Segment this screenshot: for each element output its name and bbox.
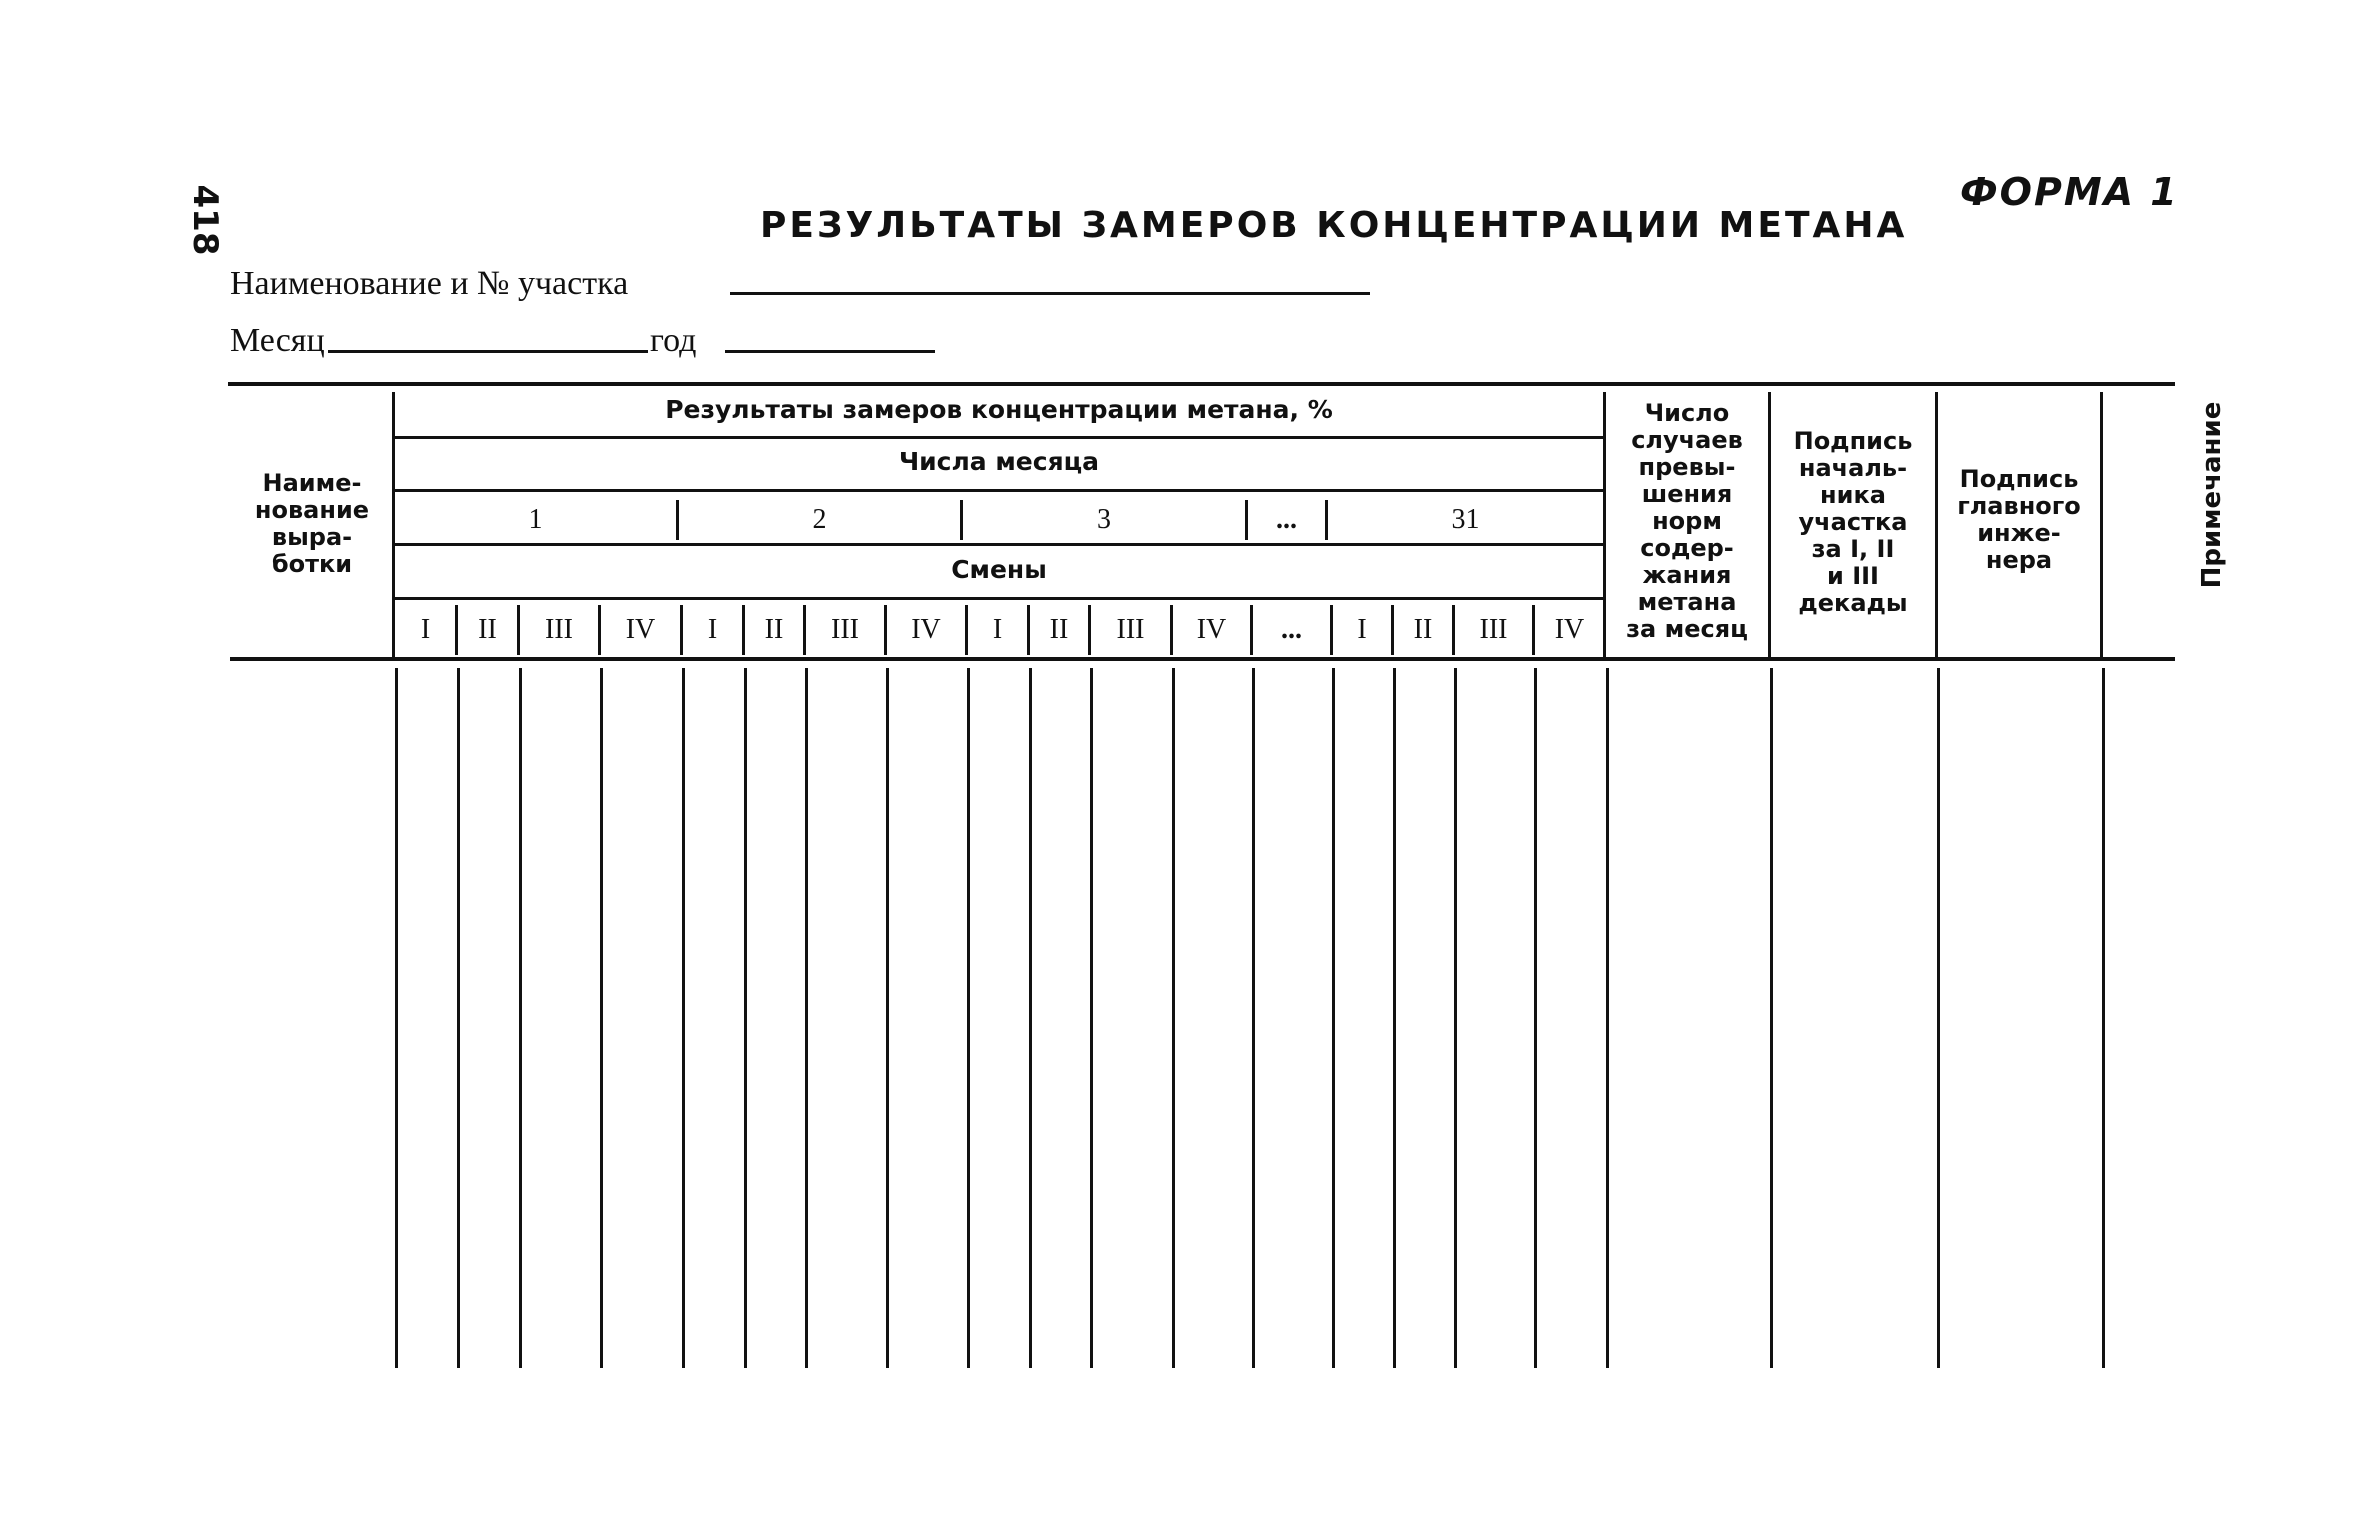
shift-label-9: I	[992, 614, 1003, 645]
body-column-line-15	[1393, 668, 1396, 1368]
shift-label-13: ...	[1281, 614, 1302, 645]
shift-divider-7	[884, 605, 887, 655]
form-label: ФОРМА 1	[1960, 170, 2179, 214]
table-top-rule	[228, 382, 2175, 386]
shift-divider-3	[598, 605, 601, 655]
body-column-line-20	[1937, 668, 1940, 1368]
shift-divider-5	[742, 605, 745, 655]
shift-label-17: IV	[1554, 614, 1585, 645]
body-column-line-6	[744, 668, 747, 1368]
day-label-1: 1	[528, 504, 543, 535]
shift-label-12: IV	[1196, 614, 1227, 645]
year-field-label: год	[650, 322, 697, 359]
page-number: 418	[185, 184, 225, 256]
shift-label-11: III	[1116, 614, 1145, 645]
days-header: Числа месяца	[898, 447, 1100, 476]
col-divider-engineer-end	[2100, 392, 2103, 658]
body-column-line-16	[1454, 668, 1457, 1368]
body-column-line-10	[1029, 668, 1032, 1368]
body-column-line-3	[519, 668, 522, 1368]
day-label-ellipsis: ...	[1276, 504, 1297, 535]
col-note-header: Примечание	[2197, 401, 2227, 589]
body-column-line-13	[1252, 668, 1255, 1368]
year-field-blank[interactable]	[725, 350, 935, 353]
shift-label-2: II	[478, 614, 497, 645]
col-divider-exceed-end	[1768, 392, 1771, 658]
shift-label-16: III	[1479, 614, 1508, 645]
shift-label-6: II	[764, 614, 784, 645]
body-column-line-21	[2102, 668, 2105, 1368]
body-column-line-12	[1172, 668, 1175, 1368]
days-row-underline	[393, 543, 1603, 546]
shift-divider-9	[1027, 605, 1030, 655]
shift-divider-6	[803, 605, 806, 655]
shifts-header: Смены	[951, 555, 1047, 584]
shift-label-4: IV	[625, 614, 656, 645]
table-header-bottom-rule	[230, 657, 2175, 661]
col-divider-chief-section-end	[1935, 392, 1938, 658]
shift-divider-2	[517, 605, 520, 655]
day-label-2: 2	[812, 504, 827, 535]
shifts-header-underline	[393, 597, 1603, 600]
document-title: РЕЗУЛЬТАТЫ ЗАМЕРОВ КОНЦЕНТРАЦИИ МЕТАНА	[760, 205, 1908, 246]
col-name-header: Наиме- нование выра- ботки	[254, 469, 370, 578]
shift-label-15: II	[1413, 614, 1433, 645]
col-chief-engineer-header: Подпись главного инже- нера	[1957, 465, 2081, 574]
shift-divider-16	[1532, 605, 1535, 655]
shift-divider-8	[965, 605, 968, 655]
body-column-line-4	[600, 668, 603, 1368]
shift-label-3: III	[545, 614, 573, 645]
shift-divider-10	[1088, 605, 1091, 655]
col-chief-section-header: Подпись началь- ника участка за I, II и III декады	[1793, 427, 1913, 617]
body-column-line-2	[457, 668, 460, 1368]
section-field-label: Наименование и № участка	[230, 265, 629, 302]
month-field-label: Месяц	[230, 322, 325, 359]
body-column-line-11	[1090, 668, 1093, 1368]
body-column-line-8	[886, 668, 889, 1368]
body-column-line-14	[1332, 668, 1335, 1368]
days-header-underline	[393, 489, 1603, 492]
shift-label-7: III	[831, 614, 859, 645]
shift-divider-12	[1250, 605, 1253, 655]
day-label-31: 31	[1451, 504, 1480, 535]
col-exceed-header: Число случаев превы- шения норм содер- жания метана за месяц	[1626, 399, 1748, 643]
body-column-line-1	[395, 668, 398, 1368]
results-header: Результаты замеров концентрации метана, %	[665, 395, 1333, 424]
shift-label-1: I	[420, 614, 431, 645]
body-column-line-9	[967, 668, 970, 1368]
shift-divider-4	[680, 605, 683, 655]
shift-divider-11	[1170, 605, 1173, 655]
shift-label-14: I	[1357, 614, 1367, 645]
shift-divider-13	[1330, 605, 1333, 655]
month-field-blank[interactable]	[328, 350, 648, 353]
body-column-line-5	[682, 668, 685, 1368]
shift-divider-14	[1391, 605, 1394, 655]
shift-label-5: I	[707, 614, 718, 645]
shift-label-8: IV	[911, 614, 941, 645]
shift-divider-15	[1452, 605, 1455, 655]
shift-label-10: II	[1049, 614, 1069, 645]
results-header-underline	[393, 436, 1603, 439]
shift-divider-1	[455, 605, 458, 655]
body-column-line-17	[1534, 668, 1537, 1368]
day-label-3: 3	[1097, 504, 1111, 535]
section-field-blank[interactable]	[730, 292, 1370, 295]
body-column-line-18	[1606, 668, 1609, 1368]
body-column-line-7	[805, 668, 808, 1368]
body-column-line-19	[1770, 668, 1773, 1368]
